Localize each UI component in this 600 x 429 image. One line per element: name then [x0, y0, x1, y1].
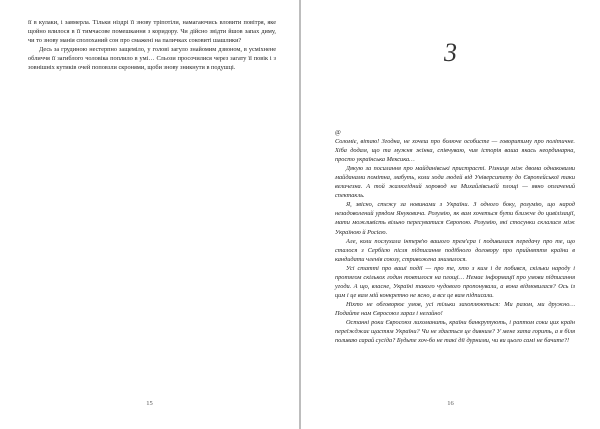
paragraph: Я, звісно, стежу за новинами з України. З одного боку, розумію, що народ незадоволений урядом Януковича. Розумію, як вам хочеться бути ближче до цивілізації, мати можливість вільно пересуватися Європою. Розумію, які стосунки склалися між Україною й Росією.	[335, 201, 575, 236]
paragraph: Соломіє, вітаю! Згодна, не хочеш про болюче особисте — говоритиму про політичне. Хіба додам, що та мужня жінка, співчуваю, чия історія ваша якась неординарна, просто українська Мексика…	[335, 138, 575, 164]
paragraph: Але, коли послухала інтерв'ю вашого прем'єра і подивилася передачу про те, що сталося з Сербією після підписання подібного договору про прийняття країни в кандидати членів союзу, стривожена знимилося.	[335, 237, 575, 263]
right-page	[301, 0, 600, 429]
paragraph: Останні роки Євросоюз лихоманить, країни банкрутують, і раптом соки цих країн переїжджає щастям України? Чи не здається це дивним? У мене хата горить, а я біля поливаю сарай сусіда? Будьте хоч-бо не такі дії дурними, чи ви цього самі не бачите?!	[335, 318, 575, 345]
chapter-number: 3	[444, 38, 457, 67]
paragraph: Десь за грудиною нестерпно защеміло, у голові загуло знайомим дзвоном, в усміхнене обличчя її загиблого чоловіка поплило в умі… Сльози просочилися через загату її повік і з зовнішніх кутиків очей поповзли скронями, щоби знову зникнути в подушці.	[28, 46, 276, 72]
paragraph: Усі статті про ваші події — про те, хто з ким і де побився, скільки народу і протягом скількох годин товпилося на площі… Немає інформації про умови підписання угоди. А що, власне, Україні такого чудового пропонували, а вона відмовилася? Ось із цим і це вам мій конкретно не ясно, а все це вам підписали.	[335, 264, 575, 299]
left-page-text	[28, 18, 276, 72]
left-page	[0, 0, 299, 429]
paragraph: Дякую за посилання про майданівські пристрасті. Різниця між двома однаковими майданами помітна, мабуть, коли хода людей від Університету до Європейської таки величезна. А той жалюгідний хоровод на Михайлівській площі — явно оплачений спектакль.	[335, 165, 575, 200]
right-page-text	[335, 128, 575, 345]
paragraph: Ніхто не обговорює умов, усі тільки захоплюються: Ми разом, ми дружно… Подайте нам Євросоюз зараз і негайно!	[335, 300, 575, 317]
paragraph: її в кулаки, і завмерла. Тільки ніздрі її знову тріпотіли, намагаючись вловити повітря, яке щойно влилося в її тимчасове помешкання з коридору. Чи дійсно звідти йшов запах диму, чи то знову манія сполоханий сон про смажені на паличках соковиті шашлики?	[28, 19, 276, 45]
page-number: 16	[447, 400, 454, 407]
email-mark: @	[335, 129, 341, 136]
page-number: 15	[146, 400, 153, 407]
